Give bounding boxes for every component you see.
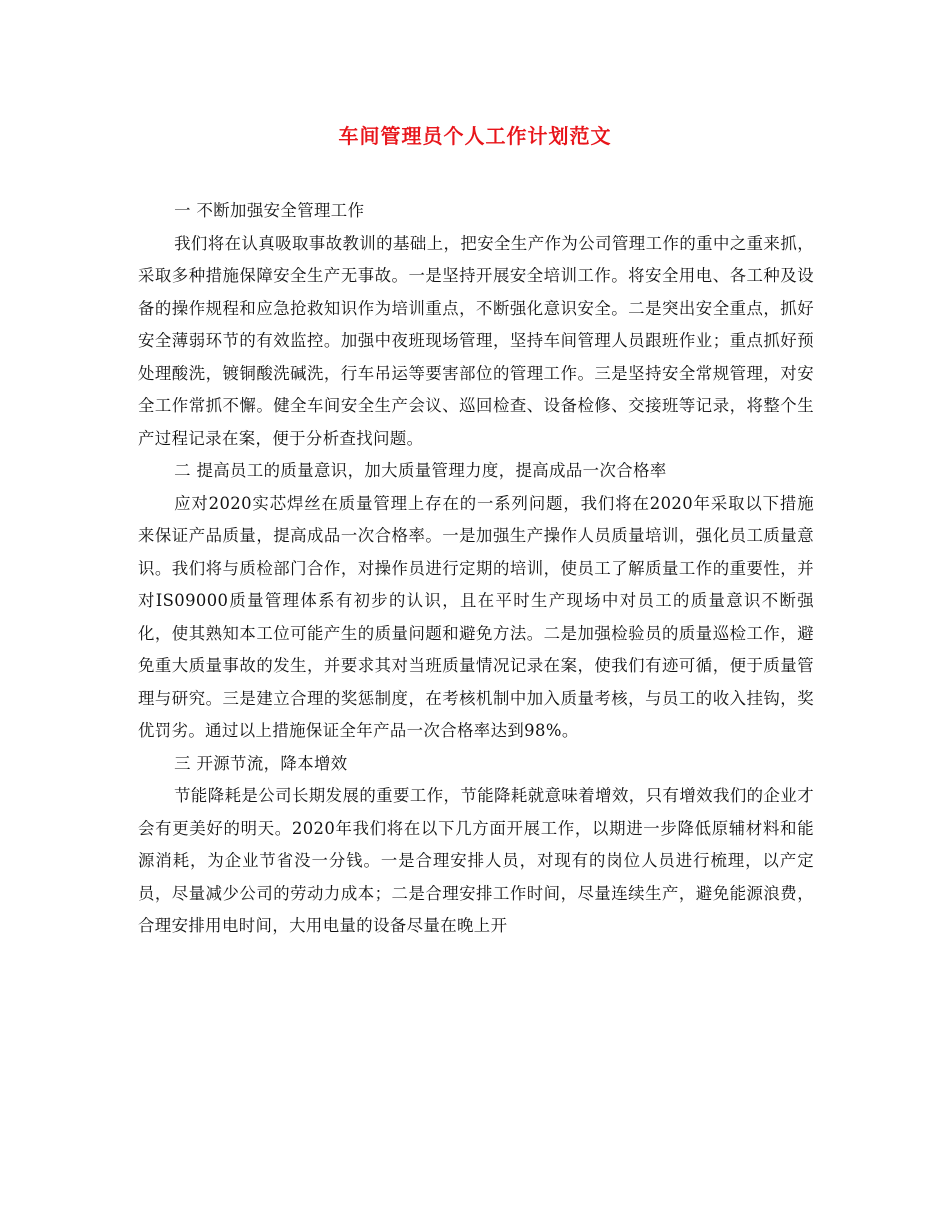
- document-title: 车间管理员个人工作计划范文: [338, 124, 612, 148]
- document-body: [138, 195, 814, 943]
- section-heading-2: 二 提高员工的质量意识，加大质量管理力度，提高成品一次合格率: [174, 461, 667, 480]
- section-heading-3: 三 开源节流，降本增效: [174, 753, 348, 773]
- section-paragraph-3: 节能降耗是公司长期发展的重要工作，节能降耗就意味着增效，只有增效我们的企业才会有更美好的明天。2020年我们将在以下几方面开展工作，以期进一步降低原辅材料和能源消耗，为企业节省没一分钱。一是合理安排人员，对现有的岗位人员进行梳理，以产定员，尽量减少公司的劳动力成本；二是合理安排工作时间，尽量连续生产，避免能源浪费，合理安排用电时间，大用电量的设备尽量在晚上开: [138, 786, 814, 935]
- section-paragraph-2: 应对2020实芯焊丝在质量管理上存在的一系列问题，我们将在2020年采取以下措施来保证产品质量，提高成品一次合格率。一是加强生产操作人员质量培训，强化员工质量意识。我们将与质检部门合作，对操作员进行定期的培训，使员工了解质量工作的重要性，并对IS09000质量管理体系有初步的认识，且在平时生产现场中对员工的质量意识不断强化，使其熟知本工位可能产生的质量问题和避免方法。二是加强检验员的质量巡检工作，避免重大质量事故的发生，并要求其对当班质量情况记录在案，使我们有迹可循，便于质量管理与研究。三是建立合理的奖惩制度，在考核机制中加入质量考核，与员工的收入挂钩，奖优罚劣。通过以上措施保证全年产品一次合格率达到98%。: [138, 493, 814, 740]
- section-paragraph-1: 我们将在认真吸取事故教训的基础上，把安全生产作为公司管理工作的重中之重来抓，采取多种措施保障安全生产无事故。一是坚持开展安全培训工作。将安全用电、各工种及设备的操作规程和应急抢救知识作为培训重点，不断强化意识安全。二是突出安全重点，抓好安全薄弱环节的有效监控。加强中夜班现场管理，坚持车间管理人员跟班作业；重点抓好预处理酸洗，镀铜酸洗碱洗，行车吊运等要害部位的管理工作。三是坚持安全常规管理，对安全工作常抓不懈。健全车间安全生产会议、巡回检查、设备检修、交接班等记录，将整个生产过程记录在案，便于分析查找问题。: [138, 233, 814, 448]
- section-heading-1: 一 不断加强安全管理工作: [174, 201, 365, 220]
